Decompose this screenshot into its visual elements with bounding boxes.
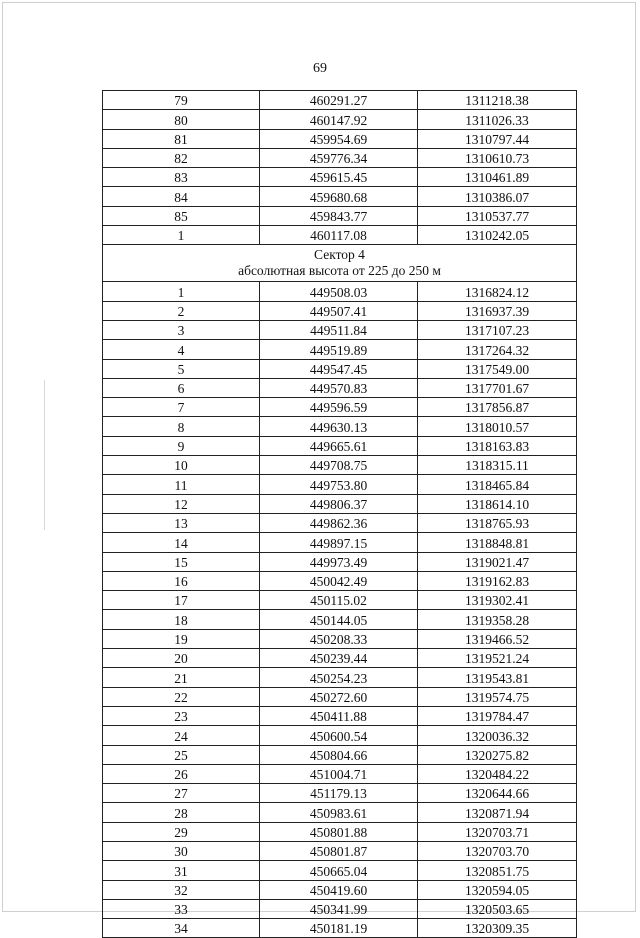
y-coordinate-cell: 1320503.65 (418, 899, 577, 918)
point-number-cell: 30 (103, 841, 260, 860)
point-number-cell: 31 (103, 861, 260, 880)
y-coordinate-cell: 1318163.83 (418, 436, 577, 455)
table-row (103, 764, 577, 783)
x-coordinate-cell: 450341.99 (260, 899, 418, 918)
y-coordinate-cell: 1316937.39 (418, 301, 577, 320)
point-number-cell: 17 (103, 591, 260, 610)
table-row (103, 475, 577, 494)
x-coordinate-cell: 449753.80 (260, 475, 418, 494)
x-coordinate-cell: 449862.36 (260, 513, 418, 532)
x-coordinate-cell: 450181.19 (260, 919, 418, 938)
y-coordinate-cell: 1319521.24 (418, 649, 577, 668)
table-row (103, 591, 577, 610)
y-coordinate-cell: 1317701.67 (418, 378, 577, 397)
table-row (103, 226, 577, 245)
point-number-cell: 23 (103, 706, 260, 725)
point-number-cell: 16 (103, 571, 260, 590)
point-number-cell: 19 (103, 629, 260, 648)
point-number-cell: 5 (103, 359, 260, 378)
point-number-cell: 27 (103, 784, 260, 803)
y-coordinate-cell: 1310461.89 (418, 168, 577, 187)
x-coordinate-cell: 449973.49 (260, 552, 418, 571)
point-number-cell: 85 (103, 206, 260, 225)
table-row (103, 168, 577, 187)
x-coordinate-cell: 451004.71 (260, 764, 418, 783)
y-coordinate-cell: 1320871.94 (418, 803, 577, 822)
x-coordinate-cell: 450665.04 (260, 861, 418, 880)
y-coordinate-cell: 1318765.93 (418, 513, 577, 532)
y-coordinate-cell: 1317549.00 (418, 359, 577, 378)
x-coordinate-cell: 450254.23 (260, 668, 418, 687)
point-number-cell: 29 (103, 822, 260, 841)
table-row (103, 129, 577, 148)
scan-mark (44, 380, 45, 530)
point-number-cell: 13 (103, 513, 260, 532)
table-row (103, 456, 577, 475)
point-number-cell: 3 (103, 320, 260, 339)
x-coordinate-cell: 459843.77 (260, 206, 418, 225)
table-row (103, 187, 577, 206)
table-row (103, 320, 577, 339)
table-row (103, 282, 577, 301)
point-number-cell: 4 (103, 340, 260, 359)
table-row (103, 533, 577, 552)
x-coordinate-cell: 449708.75 (260, 456, 418, 475)
x-coordinate-cell: 449665.61 (260, 436, 418, 455)
point-number-cell: 15 (103, 552, 260, 571)
y-coordinate-cell: 1318010.57 (418, 417, 577, 436)
x-coordinate-cell: 450042.49 (260, 571, 418, 590)
point-number-cell: 2 (103, 301, 260, 320)
x-coordinate-cell: 449570.83 (260, 378, 418, 397)
point-number-cell: 10 (103, 456, 260, 475)
y-coordinate-cell: 1320703.70 (418, 841, 577, 860)
point-number-cell: 25 (103, 745, 260, 764)
x-coordinate-cell: 460117.08 (260, 226, 418, 245)
y-coordinate-cell: 1320851.75 (418, 861, 577, 880)
y-coordinate-cell: 1320275.82 (418, 745, 577, 764)
point-number-cell: 83 (103, 168, 260, 187)
x-coordinate-cell: 449596.59 (260, 398, 418, 417)
point-number-cell: 79 (103, 91, 260, 110)
y-coordinate-cell: 1310537.77 (418, 206, 577, 225)
point-number-cell: 84 (103, 187, 260, 206)
table-row (103, 649, 577, 668)
x-coordinate-cell: 449806.37 (260, 494, 418, 513)
y-coordinate-cell: 1318465.84 (418, 475, 577, 494)
sector-title: Сектор 4 (314, 247, 365, 263)
y-coordinate-cell: 1319162.83 (418, 571, 577, 590)
table-row (103, 378, 577, 397)
point-number-cell: 28 (103, 803, 260, 822)
y-coordinate-cell: 1310797.44 (418, 129, 577, 148)
table-row (103, 148, 577, 167)
table-row (103, 687, 577, 706)
table-row (103, 398, 577, 417)
y-coordinate-cell: 1319302.41 (418, 591, 577, 610)
y-coordinate-cell: 1320309.35 (418, 919, 577, 938)
table-row (103, 822, 577, 841)
point-number-cell: 81 (103, 129, 260, 148)
table-row (103, 880, 577, 899)
y-coordinate-cell: 1318848.81 (418, 533, 577, 552)
x-coordinate-cell: 450600.54 (260, 726, 418, 745)
table-row (103, 919, 577, 938)
y-coordinate-cell: 1319574.75 (418, 687, 577, 706)
table-row (103, 899, 577, 918)
y-coordinate-cell: 1320594.05 (418, 880, 577, 899)
table-row (103, 668, 577, 687)
point-number-cell: 8 (103, 417, 260, 436)
table-row (103, 417, 577, 436)
point-number-cell: 20 (103, 649, 260, 668)
y-coordinate-cell: 1320644.66 (418, 784, 577, 803)
x-coordinate-cell: 450804.66 (260, 745, 418, 764)
x-coordinate-cell: 449897.15 (260, 533, 418, 552)
point-number-cell: 24 (103, 726, 260, 745)
coordinates-table (102, 90, 577, 938)
table-row (103, 436, 577, 455)
y-coordinate-cell: 1311218.38 (418, 91, 577, 110)
y-coordinate-cell: 1320036.32 (418, 726, 577, 745)
x-coordinate-cell: 449630.13 (260, 417, 418, 436)
table-body-previous-sector (103, 91, 577, 245)
x-coordinate-cell: 450208.33 (260, 629, 418, 648)
y-coordinate-cell: 1318315.11 (418, 456, 577, 475)
x-coordinate-cell: 450115.02 (260, 591, 418, 610)
y-coordinate-cell: 1319784.47 (418, 706, 577, 725)
table-row (103, 726, 577, 745)
point-number-cell: 82 (103, 148, 260, 167)
sector-header-cell (103, 245, 577, 282)
table-row (103, 706, 577, 725)
y-coordinate-cell: 1310386.07 (418, 187, 577, 206)
table-row (103, 803, 577, 822)
page-number: 69 (313, 61, 327, 76)
x-coordinate-cell: 450239.44 (260, 649, 418, 668)
y-coordinate-cell: 1319021.47 (418, 552, 577, 571)
x-coordinate-cell: 450144.05 (260, 610, 418, 629)
y-coordinate-cell: 1319466.52 (418, 629, 577, 648)
point-number-cell: 22 (103, 687, 260, 706)
x-coordinate-cell: 450801.88 (260, 822, 418, 841)
sector-subtitle: абсолютная высота от 225 до 250 м (238, 263, 441, 279)
y-coordinate-cell: 1320703.71 (418, 822, 577, 841)
point-number-cell: 80 (103, 110, 260, 129)
y-coordinate-cell: 1310610.73 (418, 148, 577, 167)
point-number-cell: 14 (103, 533, 260, 552)
table-row (103, 784, 577, 803)
point-number-cell: 6 (103, 378, 260, 397)
y-coordinate-cell: 1316824.12 (418, 282, 577, 301)
x-coordinate-cell: 459680.68 (260, 187, 418, 206)
x-coordinate-cell: 450801.87 (260, 841, 418, 860)
x-coordinate-cell: 449511.84 (260, 320, 418, 339)
sector-header-row (103, 245, 577, 282)
point-number-cell: 21 (103, 668, 260, 687)
table-row (103, 745, 577, 764)
table-row (103, 513, 577, 532)
sector-header (103, 245, 577, 282)
table-row (103, 359, 577, 378)
table-row (103, 494, 577, 513)
point-number-cell: 26 (103, 764, 260, 783)
table-row (103, 301, 577, 320)
x-coordinate-cell: 449507.41 (260, 301, 418, 320)
x-coordinate-cell: 449519.89 (260, 340, 418, 359)
table-row (103, 610, 577, 629)
point-number-cell: 1 (103, 226, 260, 245)
point-number-cell: 1 (103, 282, 260, 301)
x-coordinate-cell: 450411.88 (260, 706, 418, 725)
x-coordinate-cell: 459615.45 (260, 168, 418, 187)
table-row (103, 110, 577, 129)
table-row (103, 91, 577, 110)
point-number-cell: 34 (103, 919, 260, 938)
point-number-cell: 11 (103, 475, 260, 494)
point-number-cell: 12 (103, 494, 260, 513)
table-row (103, 841, 577, 860)
point-number-cell: 32 (103, 880, 260, 899)
y-coordinate-cell: 1319358.28 (418, 610, 577, 629)
y-coordinate-cell: 1317107.23 (418, 320, 577, 339)
y-coordinate-cell: 1318614.10 (418, 494, 577, 513)
point-number-cell: 9 (103, 436, 260, 455)
x-coordinate-cell: 449508.03 (260, 282, 418, 301)
x-coordinate-cell: 450272.60 (260, 687, 418, 706)
point-number-cell: 18 (103, 610, 260, 629)
table-row (103, 629, 577, 648)
x-coordinate-cell: 450983.61 (260, 803, 418, 822)
y-coordinate-cell: 1317264.32 (418, 340, 577, 359)
table-row (103, 571, 577, 590)
table-row (103, 861, 577, 880)
point-number-cell: 7 (103, 398, 260, 417)
x-coordinate-cell: 449547.45 (260, 359, 418, 378)
y-coordinate-cell: 1320484.22 (418, 764, 577, 783)
x-coordinate-cell: 459954.69 (260, 129, 418, 148)
table-body-sector-4 (103, 282, 577, 938)
table-row (103, 552, 577, 571)
y-coordinate-cell: 1310242.05 (418, 226, 577, 245)
table-row (103, 340, 577, 359)
point-number-cell: 33 (103, 899, 260, 918)
x-coordinate-cell: 460147.92 (260, 110, 418, 129)
table-row (103, 206, 577, 225)
y-coordinate-cell: 1317856.87 (418, 398, 577, 417)
y-coordinate-cell: 1319543.81 (418, 668, 577, 687)
x-coordinate-cell: 451179.13 (260, 784, 418, 803)
x-coordinate-cell: 459776.34 (260, 148, 418, 167)
x-coordinate-cell: 450419.60 (260, 880, 418, 899)
y-coordinate-cell: 1311026.33 (418, 110, 577, 129)
x-coordinate-cell: 460291.27 (260, 91, 418, 110)
